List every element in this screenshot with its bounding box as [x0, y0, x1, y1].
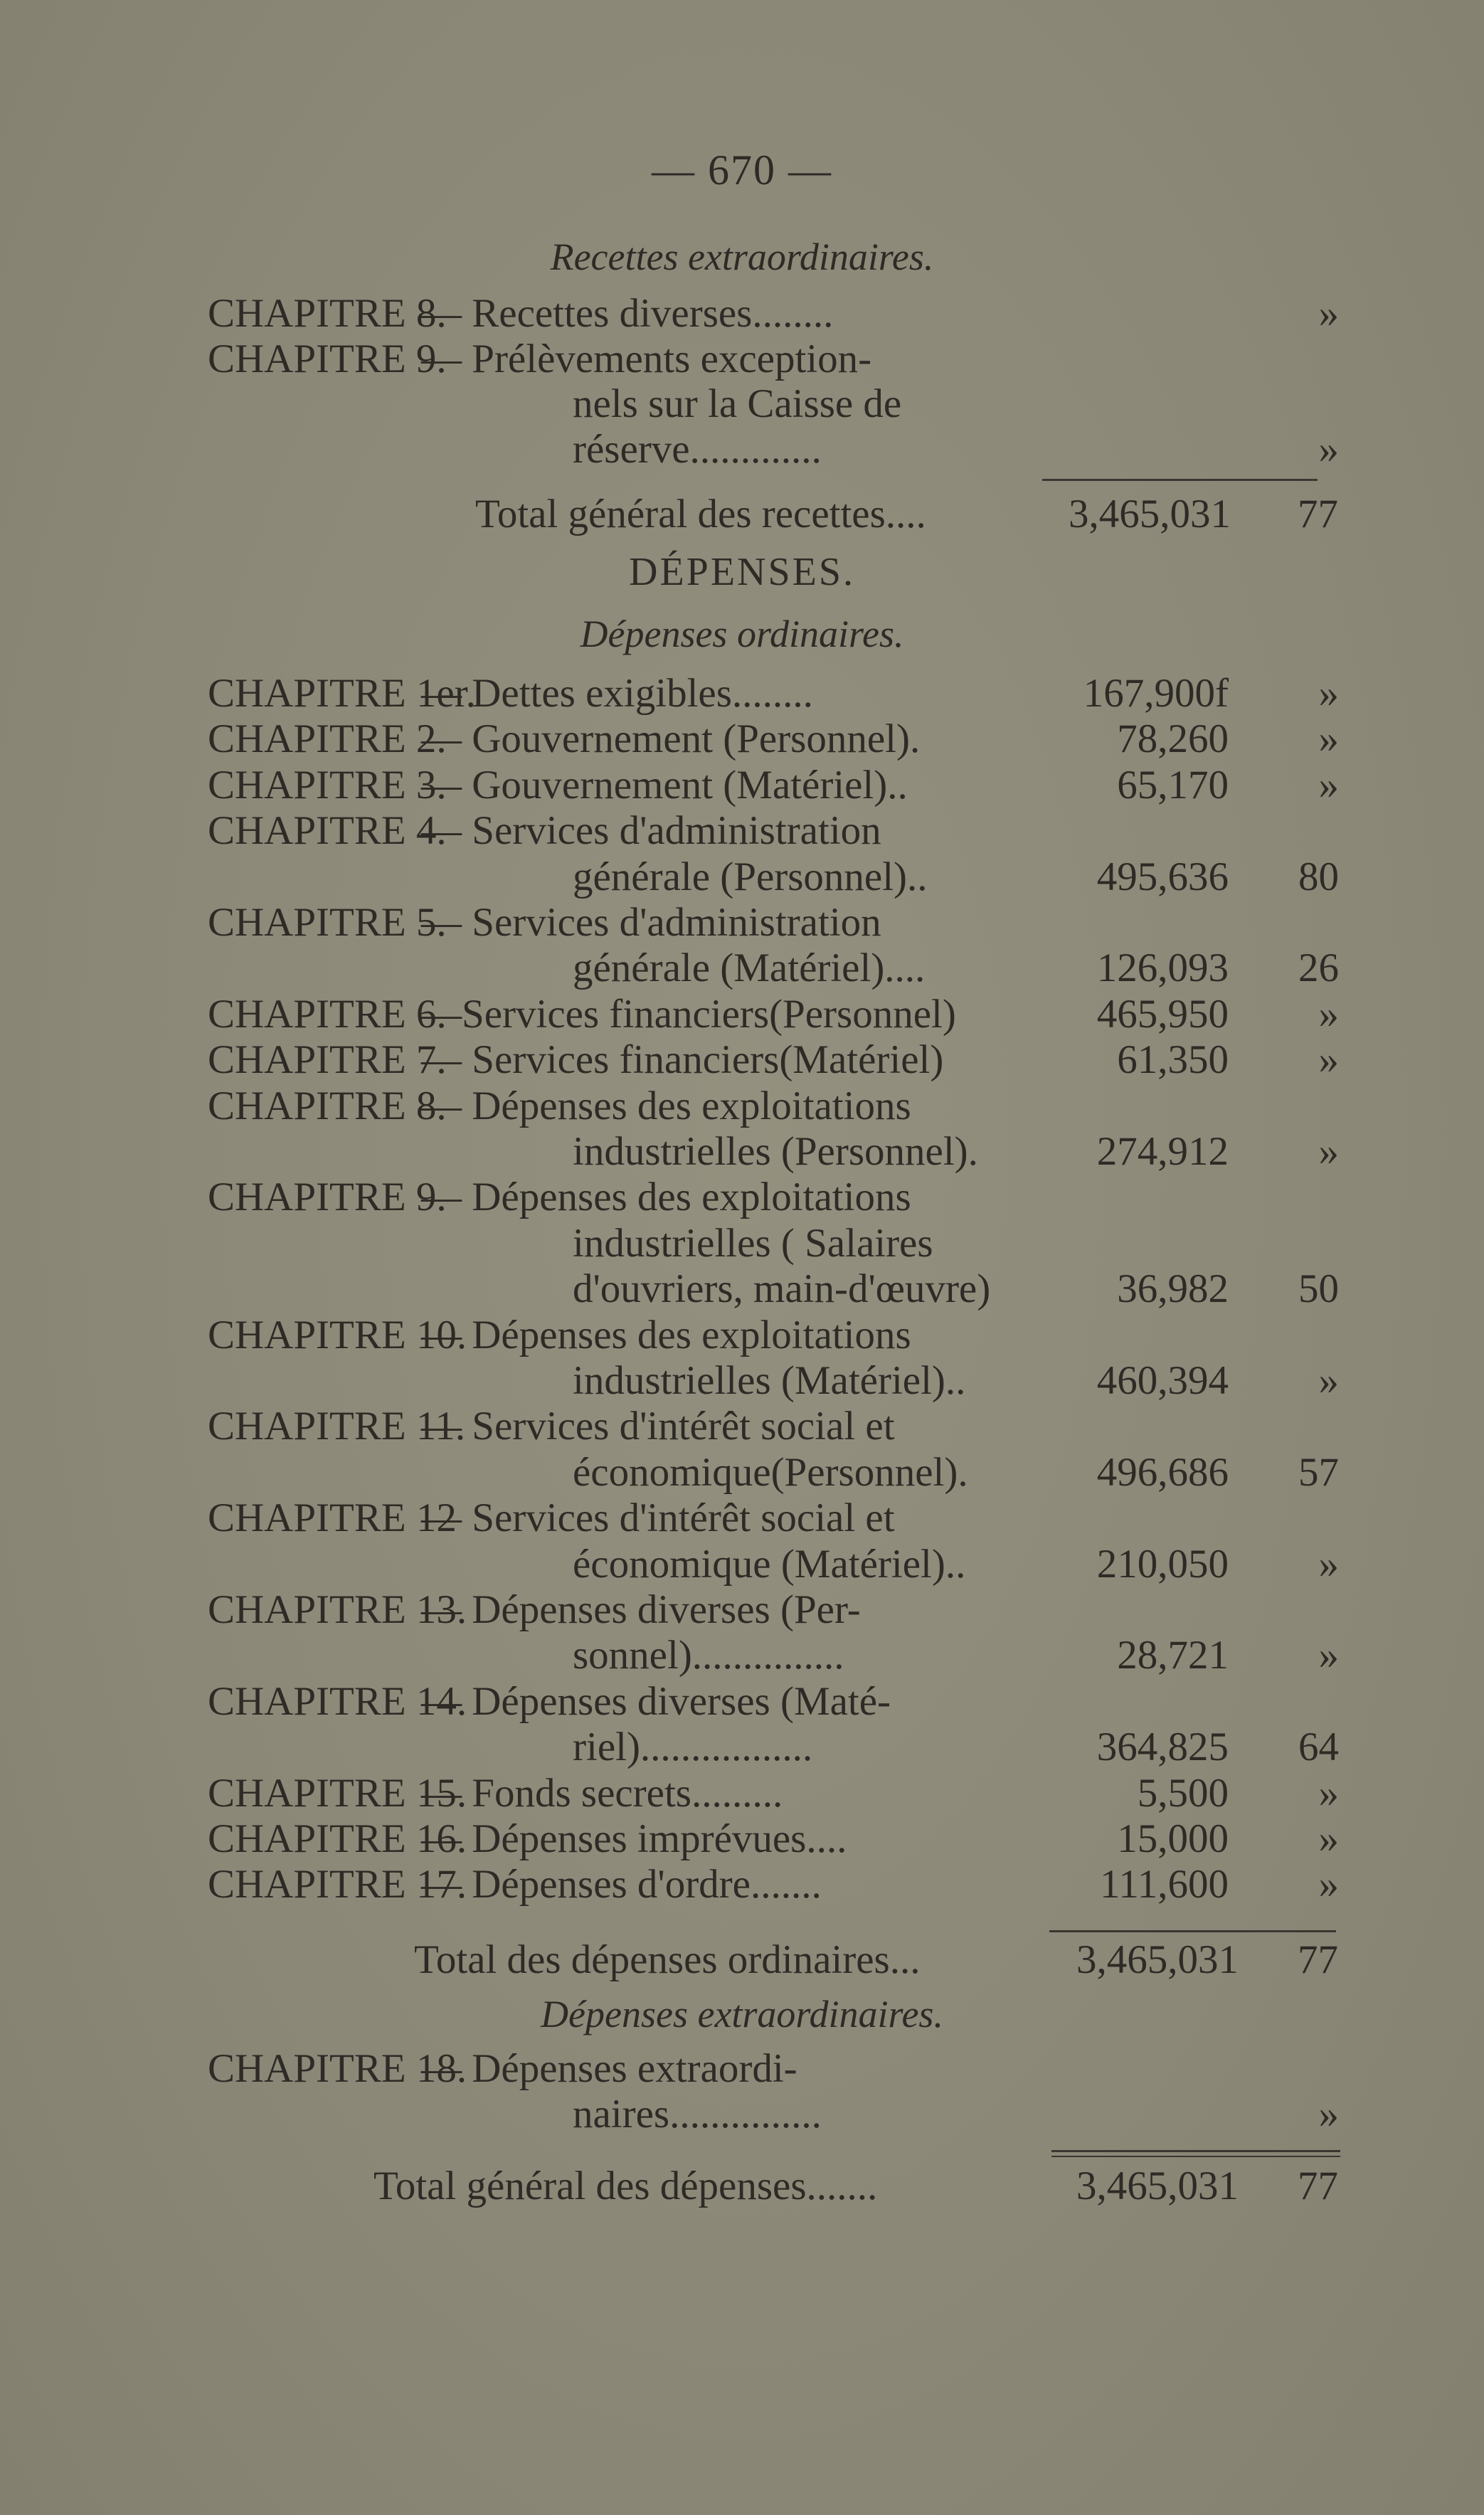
chapter-label: CHAPITRE 2.: [208, 716, 447, 762]
chapter-cents: »: [1318, 1541, 1339, 1587]
chapter-cents: »: [1318, 291, 1339, 336]
chapter-description: industrielles (Matériel)..: [573, 1358, 966, 1403]
chapter-cents: »: [1318, 1862, 1339, 1907]
chapter-cents: »: [1318, 2092, 1339, 2137]
chapter-amount: 364,825: [1096, 1725, 1229, 1770]
chapter-line: [208, 1587, 1339, 1634]
chapter-description: industrielles (Personnel).: [573, 1129, 978, 1174]
chapter-label: CHAPITRE 17.: [208, 1862, 467, 1907]
chapter-description: — Services d'intérêt social et: [421, 1404, 895, 1449]
chapter-amount: 465,950: [1096, 991, 1229, 1037]
chapter-line: [208, 1816, 1339, 1863]
chapter-label: CHAPITRE 15.: [208, 1770, 467, 1816]
total-ordinaires-amount: 3,465,031: [1076, 1937, 1239, 1982]
chapter-cents: 50: [1298, 1266, 1339, 1312]
chapter-line: [208, 1266, 1339, 1313]
chapter-line: [208, 1128, 1339, 1175]
chapter-description: économique(Personnel).: [573, 1449, 968, 1495]
chapter-description: sonnel)...............: [573, 1633, 844, 1678]
chapter-label: CHAPITRE 13.: [208, 1587, 467, 1632]
chapter-label: CHAPITRE 8.: [208, 1083, 447, 1128]
chapter-cents: 26: [1298, 946, 1339, 991]
chapter-cents: »: [1318, 1633, 1339, 1678]
chapter-amount: 15,000: [1117, 1816, 1229, 1861]
chapter-line: [208, 1678, 1339, 1725]
chapter-line: [208, 899, 1339, 946]
chapter-cents: »: [1318, 1816, 1339, 1861]
total-ordinaires-cents: 77: [1298, 1937, 1338, 1982]
chapter-line: [208, 1037, 1339, 1084]
chapter-cents: 64: [1298, 1725, 1339, 1770]
chapter-description: — Services financiers(Matériel): [421, 1037, 944, 1083]
chapter-line: [208, 336, 1339, 383]
chapter-description: riel).................: [573, 1725, 813, 1770]
chapter-line: [208, 2045, 1339, 2092]
chapter-label: CHAPITRE 9.: [208, 336, 447, 381]
chapter-cents: 80: [1298, 854, 1339, 899]
total-ordinaires-label: Total des dépenses ordinaires...: [414, 1937, 921, 1982]
depenses-heading: DÉPENSES.: [629, 550, 855, 594]
chapter-cents: »: [1318, 716, 1339, 762]
chapter-line: [208, 1495, 1339, 1542]
chapter-description: — Fonds secrets.........: [421, 1770, 783, 1816]
chapter-line: [208, 670, 1339, 717]
chapter-line: [208, 1770, 1339, 1817]
chapter-description: — Dépenses diverses (Maté-: [421, 1678, 891, 1724]
chapter-description: — Recettes diverses........: [421, 291, 834, 336]
recettes-extraordinaires-heading: Recettes extraordinaires.: [550, 235, 934, 278]
chapter-line: [208, 1724, 1339, 1771]
total-general-depenses-label: Total général des dépenses.......: [373, 2164, 878, 2208]
chapter-cents: »: [1318, 671, 1339, 716]
chapter-description: — Dépenses des exploitations: [421, 1312, 911, 1357]
total-recettes-label: Total général des recettes....: [475, 492, 926, 536]
chapter-line: [208, 716, 1339, 763]
chapter-description: — Prélèvements exception-: [421, 336, 872, 381]
chapter-label: CHAPITRE 8.: [208, 291, 447, 336]
chapter-description: — Dépenses extraordi-: [421, 2046, 797, 2091]
chapter-description: — Dépenses d'ordre.......: [421, 1862, 822, 1907]
chapter-line: [208, 854, 1339, 901]
chapter-label: CHAPITRE 14.: [208, 1678, 467, 1724]
total-recettes-cents: 77: [1298, 492, 1338, 536]
chapter-cents: »: [1318, 1037, 1339, 1083]
chapter-description: économique (Matériel)..: [573, 1541, 966, 1587]
chapter-description: — Services d'administration: [421, 808, 881, 854]
chapter-label: CHAPITRE 4.: [208, 808, 447, 854]
chapter-cents: 57: [1298, 1449, 1339, 1495]
chapter-line: [208, 426, 1339, 473]
chapter-amount: 167,900f: [1083, 671, 1229, 716]
depenses-extraordinaires-heading: Dépenses extraordinaires.: [541, 1993, 943, 2035]
chapter-description: — Dépenses des exploitations: [421, 1175, 911, 1220]
chapter-description: — Gouvernement (Personnel).: [421, 716, 921, 762]
chapter-line: [208, 1449, 1339, 1496]
chapter-description: — Services d'administration: [421, 900, 881, 945]
chapter-amount: 36,982: [1117, 1266, 1229, 1312]
chapter-line: [208, 1220, 1339, 1267]
chapter-amount: 126,093: [1096, 946, 1229, 991]
chapter-line: [208, 945, 1339, 992]
chapter-amount: 5,500: [1137, 1770, 1229, 1816]
chapter-description: — Dépenses des exploitations: [421, 1083, 911, 1128]
chapter-amount: 65,170: [1117, 762, 1229, 808]
page-number: — 670 —: [652, 147, 832, 194]
chapter-line: [208, 1312, 1339, 1359]
chapter-line: [208, 762, 1339, 809]
chapter-line: [208, 1861, 1339, 1908]
chapter-label: CHAPITRE 18.: [208, 2046, 467, 2091]
total-rule: [1051, 2150, 1340, 2152]
chapter-amount: 495,636: [1096, 854, 1229, 899]
chapter-line: [208, 290, 1339, 337]
chapter-cents: »: [1318, 1770, 1339, 1816]
chapter-line: [208, 1357, 1339, 1404]
chapter-description: — Dépenses diverses (Per-: [421, 1587, 861, 1632]
chapter-amount: 274,912: [1096, 1129, 1229, 1174]
total-general-depenses-amount: 3,465,031: [1076, 2164, 1239, 2208]
chapter-line: [208, 991, 1339, 1038]
chapter-cents: »: [1318, 991, 1339, 1037]
chapter-amount: 111,600: [1099, 1862, 1229, 1907]
chapter-label: CHAPITRE 3.: [208, 762, 447, 808]
chapter-label: CHAPITRE 1er.: [208, 671, 476, 716]
chapter-line: [208, 1083, 1339, 1130]
total-rule: [1042, 479, 1318, 481]
chapter-description: réserve.............: [573, 426, 822, 472]
chapter-description: générale (Matériel)....: [573, 946, 926, 991]
chapter-label: CHAPITRE 16.: [208, 1816, 467, 1861]
total-rule: [1051, 2156, 1340, 2157]
chapter-label: CHAPITRE 11.: [208, 1404, 466, 1449]
chapter-label: CHAPITRE 12: [208, 1495, 457, 1541]
chapter-line: [208, 381, 1339, 428]
chapter-amount: 210,050: [1096, 1541, 1229, 1587]
total-general-depenses-cents: 77: [1298, 2164, 1338, 2208]
chapter-label: CHAPITRE 6.: [208, 991, 447, 1037]
chapter-description: — Gouvernement (Matériel)..: [421, 762, 908, 808]
depenses-ordinaires-heading: Dépenses ordinaires.: [580, 613, 904, 655]
chapter-cents: »: [1318, 762, 1339, 808]
chapter-cents: »: [1318, 1358, 1339, 1403]
total-rule: [1049, 1930, 1336, 1932]
chapter-description: —Services financiers(Personnel): [421, 991, 956, 1037]
chapter-description: — Dettes exigibles........: [421, 671, 813, 716]
chapter-description: industrielles ( Salaires: [573, 1220, 933, 1266]
chapter-amount: 496,686: [1096, 1449, 1229, 1495]
chapter-label: CHAPITRE 9.: [208, 1175, 447, 1220]
chapter-description: naires...............: [573, 2092, 822, 2137]
chapter-cents: »: [1318, 426, 1339, 472]
total-recettes-amount: 3,465,031: [1069, 492, 1231, 536]
chapter-description: nels sur la Caisse de: [573, 381, 902, 426]
chapter-amount: 28,721: [1117, 1633, 1229, 1678]
chapter-cents: »: [1318, 1129, 1339, 1174]
chapter-label: CHAPITRE 10.: [208, 1312, 467, 1357]
chapter-line: [208, 1174, 1339, 1221]
chapter-line: [208, 808, 1339, 854]
chapter-line: [208, 2091, 1339, 2138]
chapter-description: — Services d'intérêt social et: [421, 1495, 895, 1541]
chapter-label: CHAPITRE 5.: [208, 900, 447, 945]
chapter-line: [208, 1632, 1339, 1679]
chapter-description: d'ouvriers, main-d'œuvre): [573, 1266, 991, 1312]
chapter-description: générale (Personnel)..: [573, 854, 928, 899]
chapter-line: [208, 1403, 1339, 1450]
chapter-line: [208, 1541, 1339, 1588]
chapter-amount: 61,350: [1117, 1037, 1229, 1083]
chapter-amount: 460,394: [1096, 1358, 1229, 1403]
chapter-amount: 78,260: [1117, 716, 1229, 762]
chapter-label: CHAPITRE 7.: [208, 1037, 447, 1083]
chapter-description: — Dépenses imprévues....: [421, 1816, 847, 1861]
